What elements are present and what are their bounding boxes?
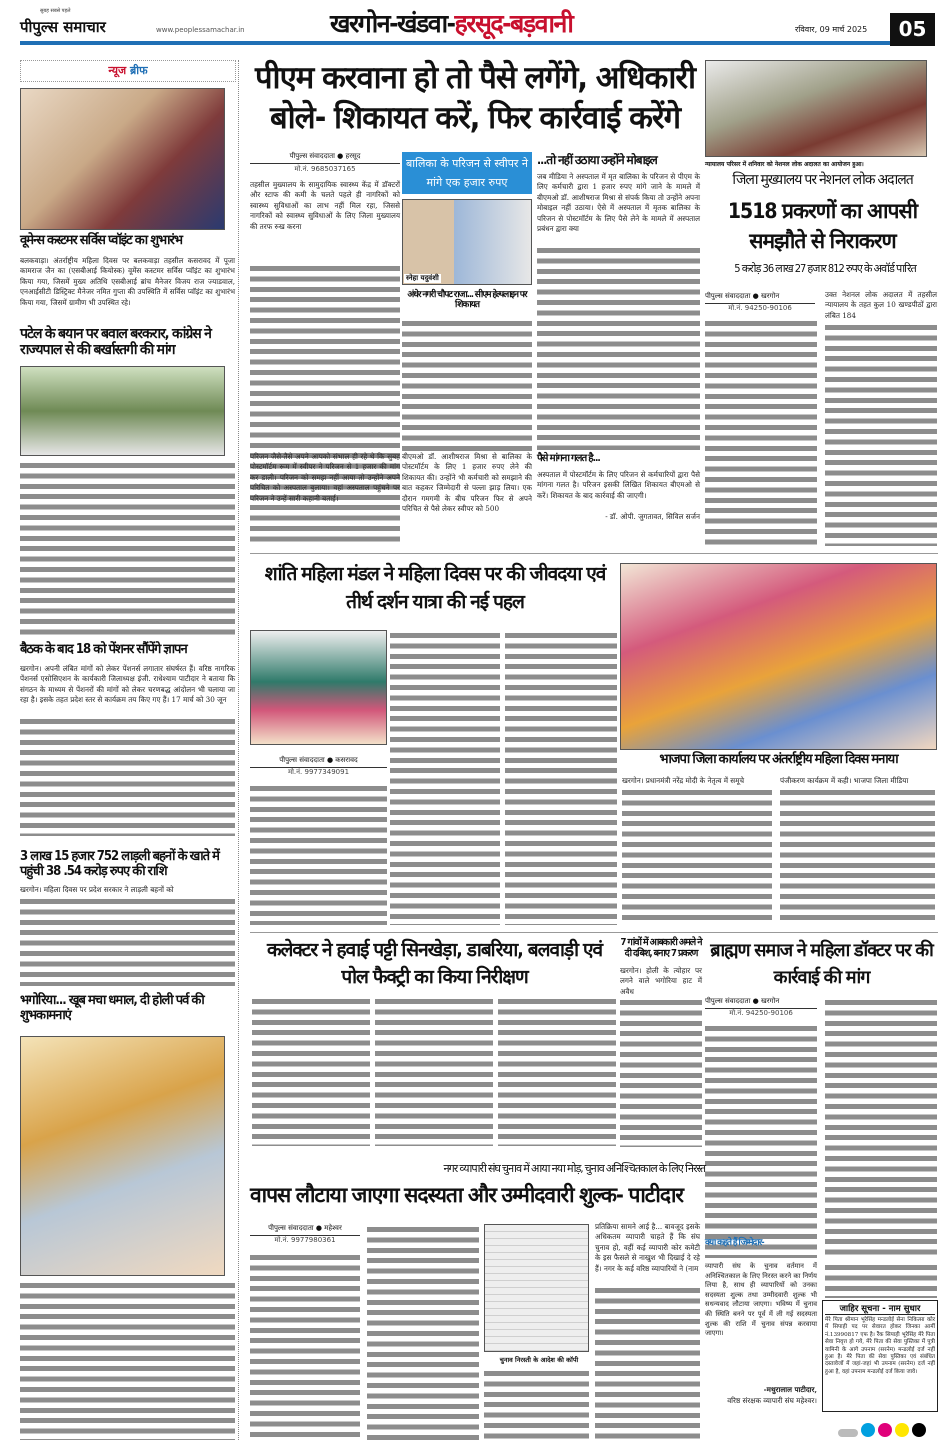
vyapari-quote: व्यापारी संघ के चुनाव वर्तमान में अनिश्चितकाल के लिए निरस्त करने का निर्णय लिया है, साथ ही व्यापारियों को उनका सदस्यता शुल्क तथा उम्मीदवारी शुल्क भी सधन्यवाद लौटाया जाएगा। भविष्य में चुनाव की स्थिति बनने पर पूर्व में ली गई सदस्यता शुल्क की राशि में चुनाव संपन्न करवाया जाएगा। <box>705 1262 817 1338</box>
lead-body: तहसील मुख्यालय के सामुदायिक स्वास्थ्य केंद्र में डॉक्टरों और स्टाफ की कमी के चलते पहले ही नागरिकों को स्वास्थ्य सुविधाओं का लाभ नहीं मिल रहा, जिससे नागरिकों को स्वास्थ्य सुविधाओं के लिए जिला मुख्यालय की तरफ रुख करना <box>250 180 400 231</box>
protest-photo <box>20 366 225 456</box>
story-body-text <box>20 896 235 986</box>
bjp-body: खरगोन। प्रधानमंत्री नरेंद्र मोदी के नेतृत्व में समूचे <box>622 776 745 785</box>
public-notice <box>822 1300 938 1412</box>
quote-body: अस्पताल में पोस्टमॉर्टम के लिए परिजन से कर्मचारियों द्वारा पैसे मांगना गलत है। परिजन इसकी लिखित शिकायत बीएमओ से करें। शिकायत के बाद कार्रवाई की जाएगी। <box>537 470 700 500</box>
lok-adalat-photo <box>705 60 927 157</box>
lead-mobile: मो.नं. 9685037165 <box>294 165 356 173</box>
notice-body: मेरे पिता श्रीमान भूरेसिंह मन्डलोई सेना निकित्सा कोर में सिपाही पद पर सेवारत होकर जिनका आर्मी नं.13990817 एफ है। रैंक सिपाही भूरेसिंह मेरे पिता सेवा निवृत्त हो गये, मेरे पिता की सेवा पुस्तिका में पुत्री यामिनी के आगे उपनाम (सरनेम) मन्डलोई दर्ज नहीं हुआ है। मेरे पिता की सेवा पुस्तिका एवं संबंधित दस्तावेजों में जहां-जहां भी उपनाम (सरनेम) दर्ज नहीं हुआ है, वहां उपनाम मन्डलोई दर्ज किया जावे। <box>825 1317 935 1375</box>
document-caption: चुनाव निरस्ती के आदेश की कॉपी <box>499 1356 579 1364</box>
abkari-body-text <box>620 997 702 1147</box>
story-body: खरगोन। अपनी लंबित मांगों को लेकर पेंशनर्स लगातार संघर्षरत हैं। वरिष्ठ नागरिक पेंशनर्स एसोसिएशन के कार्यकारी जिलाध्यक्ष इंजी. राधेश्याम पाटीदार ने बताया कि संगठन के माध्यम से पेंशनरों की मांगों को लेकर चरणबद्ध आंदोलन भी चलाया जा रहा है। इसके तहत प्रदेश स्तर से कार्यक्रम तय किए गए हैं। 17 मार्च को 30 जून <box>20 664 235 705</box>
brahman-headline: ब्राह्मण समाज ने महिला डॉक्टर पर की कार्रवाई की मांग <box>710 940 933 988</box>
edition-title <box>330 10 572 39</box>
date: रविवार, 09 मार्च 2025 <box>795 25 868 34</box>
right-body-text <box>825 322 937 546</box>
lead-body: बीएमओ डॉ. आशीषराज मिश्रा से बालिका के पोस्टमॉर्टम के लिए 1 हजार रुपए लेने की शिकायत की। उन्होंने भी कर्मचारी को समझाने की बात कहकर जिम्मेदारी से पल्ला झाड़ लिया। एक दौरान गमगमी के बीच परिजन फिर से अपने परिचित से पैसे लेकर स्वीपर को 500 <box>402 452 532 514</box>
bhagoria-photo <box>20 1036 225 1276</box>
brahman-body-text <box>705 1023 817 1258</box>
vyapari-byline: पीपुल्स संवाददाता ● महेश्वर <box>250 1224 360 1236</box>
vyapari-quote-by: -मथुरालाल पाटीदार, <box>763 1385 817 1394</box>
shanti-headline: शांति महिला मंडल ने महिला दिवस पर की जीवदया एवं तीर्थ दर्शन यात्रा की नई पहल <box>264 563 606 613</box>
website: www.peoplessamachar.in <box>156 26 245 34</box>
collector-body-text <box>375 996 493 1146</box>
notice-title: जाहिर सूचना - नाम सुधार <box>825 1303 935 1315</box>
side-headline: ...तो नहीं उठाया उन्होंने मोबाइल <box>537 153 657 167</box>
vyapari-body-text <box>484 1368 589 1440</box>
right-body: उक्त नेशनल लोक अदालत में तहसील न्यायालय के तहत कुल 10 खण्डपीठों द्वारा लंबित 184 <box>825 290 937 320</box>
lead-body: परिजन जैसे-तैसे अपने आपको संभाल ही रहे थे कि सुबह पोस्टमॉर्टम रूम में स्वीपर ने परिजन से 1 हजार की मांग कर डाली। परिजन को समझ नहीं आया तो उन्होंने अपने परिचित को अस्पताल बुलाया। वहां अस्पताल पहुंचने पर परिजन ने उन्हें सारी कहानी बताई। <box>250 452 400 503</box>
section-rule <box>250 932 938 933</box>
bjp-headline: भाजपा जिला कार्यालय पर अंतर्राष्ट्रीय महिला दिवस मनाया <box>659 752 898 767</box>
abkari-headline: 7 गांवों में आबकारी अमले ने दी दबिश, बनाए 7 प्रकरण <box>620 937 702 959</box>
vyapari-mobile: मो.नं. 9977980361 <box>274 1236 336 1244</box>
right-mobile: मो.नं. 94250-90106 <box>728 304 792 312</box>
story-body: खरगोन। महिला दिवस पर प्रदेश सरकार ने लाड़ली बहनों को <box>20 885 174 894</box>
collector-body-text <box>498 996 616 1146</box>
reg-mark <box>895 1423 909 1437</box>
reg-mark <box>838 1429 858 1437</box>
bjp-body: पंजीकरण कार्यक्रम में कही। भाजपा जिला मीडिया <box>780 776 909 785</box>
kiosk-photo <box>20 88 225 230</box>
order-document-photo <box>484 1224 589 1352</box>
story-body: बलकवाड़ा। अंतर्राष्ट्रीय महिला दिवस पर बलकवाड़ा तहसील कसरावद में पूजा कामराज जैन का (एसबीआई कियोस्क) वूमेंस कस्टमर सर्विस प्वॉइंट का शुभारंभ किया गया, जिसमें मुख्य अतिथि एसबीआई ब्रांच मैनेजर विजय राज ज्याडवाल, एनआईसीटी डिस्ट्रिक्ट मैनेजर नमित गुप्ता की उपस्थिति में सर्विस प्वॉइंट का शुभारंभ किया गया, जिसमें ग्रामीण भी उपस्थित रहे। <box>20 256 235 307</box>
side-body: जब मीडिया ने अस्पताल में मृत बालिका के परिजन से पीएम के लिए कर्मचारी द्वारा 1 हजार रुपए मांगे जाने के मामले में बीएमओ डॉ. आशीषराज मिश्रा से संपर्क किया तो उन्होंने अपना मोबाइल नहीं उठाया। ऐसे में अस्पताल में मृतक बालिका के परिजन से पोस्टमॉर्टम के लिए पैसे लेने के मामले में अस्पताल प्रबंधन द्वारा क्या <box>537 172 700 234</box>
shanti-body-text <box>505 630 617 925</box>
reg-mark <box>878 1423 892 1437</box>
story-headline: बैठक के बाद 18 को पेंशनर सौंपेंगे ज्ञापन <box>20 642 187 657</box>
lead-headline: पीएम करवाना हो तो पैसे लगेंगे, अधिकारी बोले- शिकायत करें, फिर कार्रवाई करेंगे <box>254 60 696 136</box>
vyapari-body: प्रतिक्रिया सामने आई है... बावजूद इसके अधिकतम व्यापारी चाहते हैं कि संघ चुनाव हो, वहीं कई व्यापारी कोर कमेटी के इस फैसले से नाखुश भी दिखाई दे रहे हैं। नगर के कई वरिष्ठ व्यापारियों ने (नाम <box>595 1222 700 1273</box>
tagline: सुबह सबसे पहले <box>40 8 71 14</box>
side-body-text <box>537 245 700 450</box>
story-body-text <box>20 716 235 836</box>
collector-headline: कलेक्टर ने हवाई पट्टी सिनखेड़ा, डाबरिया, बलवाड़ी एवं पोल फैक्ट्री का किया निरीक्षण <box>266 939 603 988</box>
shanti-mobile: मो.नं. 9977349091 <box>287 768 350 776</box>
vyapari-side-head: क्या कहते हैं जिम्मेदार- <box>705 1238 764 1248</box>
story-headline: भगोरिया... खूब मचा धमाल, दी होली पर्व की शुभकामनाएं <box>20 993 204 1023</box>
brief-title-blue: ब्रीफ <box>130 64 148 77</box>
bjp-body-text <box>622 787 772 925</box>
lead-body-text <box>402 318 532 452</box>
bjp-body-text <box>780 787 935 925</box>
quote-attribution: - डॉ. ओपी. जुगतावत, सिविल सर्जन <box>605 512 700 521</box>
edition-title-black: खरगोन-खंडवा- <box>330 9 455 38</box>
right-body-text <box>705 318 817 546</box>
section-rule <box>250 553 938 554</box>
top-rule <box>20 41 890 45</box>
vyapari-kicker: नगर व्यापारी संघ चुनाव में आया नया मोड़, चुनाव अनिश्चितकाल के लिए निरस्त <box>443 1162 705 1175</box>
masthead <box>0 0 945 46</box>
story-body-text <box>20 460 235 636</box>
group-photo <box>250 630 387 745</box>
photo-caption: स्नेहा यदुवंशी <box>406 274 439 282</box>
reg-mark <box>861 1423 875 1437</box>
photo-caption: न्यायालय परिसर में शनिवार को नेशनल लोक अदालत का आयोजन हुआ। <box>705 161 864 168</box>
abkari-body: खरगोन। होली के त्योहार पर लगने वाले भगोरिया हाट में अवैध <box>620 966 702 996</box>
bjp-women-photo <box>620 563 937 750</box>
registration-marks <box>835 1422 926 1441</box>
vyapari-headline: वापस लौटाया जाएगा सदस्यता और उम्मीदवारी शुल्क- पाटीदार <box>250 1183 684 1207</box>
brahman-mobile: मो.नं. 94250-90106 <box>729 1009 793 1017</box>
collector-body-text <box>252 996 370 1146</box>
lead-byline: पीपुल्स संवाददाता ● हरसूद <box>250 152 400 164</box>
left-column-divider <box>238 60 239 1440</box>
edition-title-red: हरसूद-बड़वानी <box>454 9 573 38</box>
brahman-byline: पीपुल्स संवाददाता ● खरगोन <box>705 997 817 1009</box>
vyapari-quote-role: वरिष्ठ संरक्षक व्यापारी संघ महेश्वर। <box>727 1396 817 1405</box>
news-brief-header <box>20 60 236 82</box>
right-headline: 1518 प्रकरणों का आपसी समझौते से निराकरण <box>727 199 918 253</box>
story-headline: वूमेन्स कस्टमर सर्विस प्वॉइंट का शुभारंभ <box>20 233 182 248</box>
lead-highlight-box: बालिका के परिजन से स्वीपर ने मांगे एक हजार रुपए <box>402 152 532 194</box>
story-body-text <box>20 1280 235 1440</box>
brahman-body-text <box>825 1262 937 1298</box>
vyapari-body-text <box>250 1252 360 1440</box>
vyapari-body-text <box>367 1224 479 1440</box>
reg-mark <box>912 1423 926 1437</box>
vyapari-body-text <box>595 1285 700 1440</box>
shanti-body-text <box>390 630 500 925</box>
shanti-byline: पीपुल्स संवाददाता ● कसरावद <box>250 756 387 768</box>
quote-headline: पैसे मांगना गलत है... <box>537 453 600 464</box>
girl-photo <box>402 199 532 285</box>
story-headline: पटेल के बयान पर बवाल बरकरार, कांग्रेस ने राज्यपाल से की बर्खास्तगी की मांग <box>20 326 211 359</box>
logo: पीपुल्स समाचार <box>20 18 106 36</box>
lead-subhead: अंधेर नगरी चौपट राजा... सीएम हेल्पलाइन पर शिकायत <box>407 290 527 311</box>
right-kicker: जिला मुख्यालय पर नेशनल लोक अदालत <box>732 172 913 188</box>
shanti-body-text <box>250 783 387 925</box>
right-byline: पीपुल्स संवाददाता ● खरगोन <box>705 292 815 304</box>
story-headline: 3 लाख 15 हजार 752 लाड़ली बहनों के खाते में पहुंची 38 .54 करोड़ रुपए की राशि <box>20 849 219 879</box>
brahman-body-text <box>825 997 937 1258</box>
page-number: 05 <box>890 13 935 46</box>
right-deck: 5 करोड़ 36 लाख 27 हजार 812 रुपए के अवॉर्ड पारित <box>734 262 916 275</box>
brief-title-red: न्यूज <box>108 64 130 77</box>
